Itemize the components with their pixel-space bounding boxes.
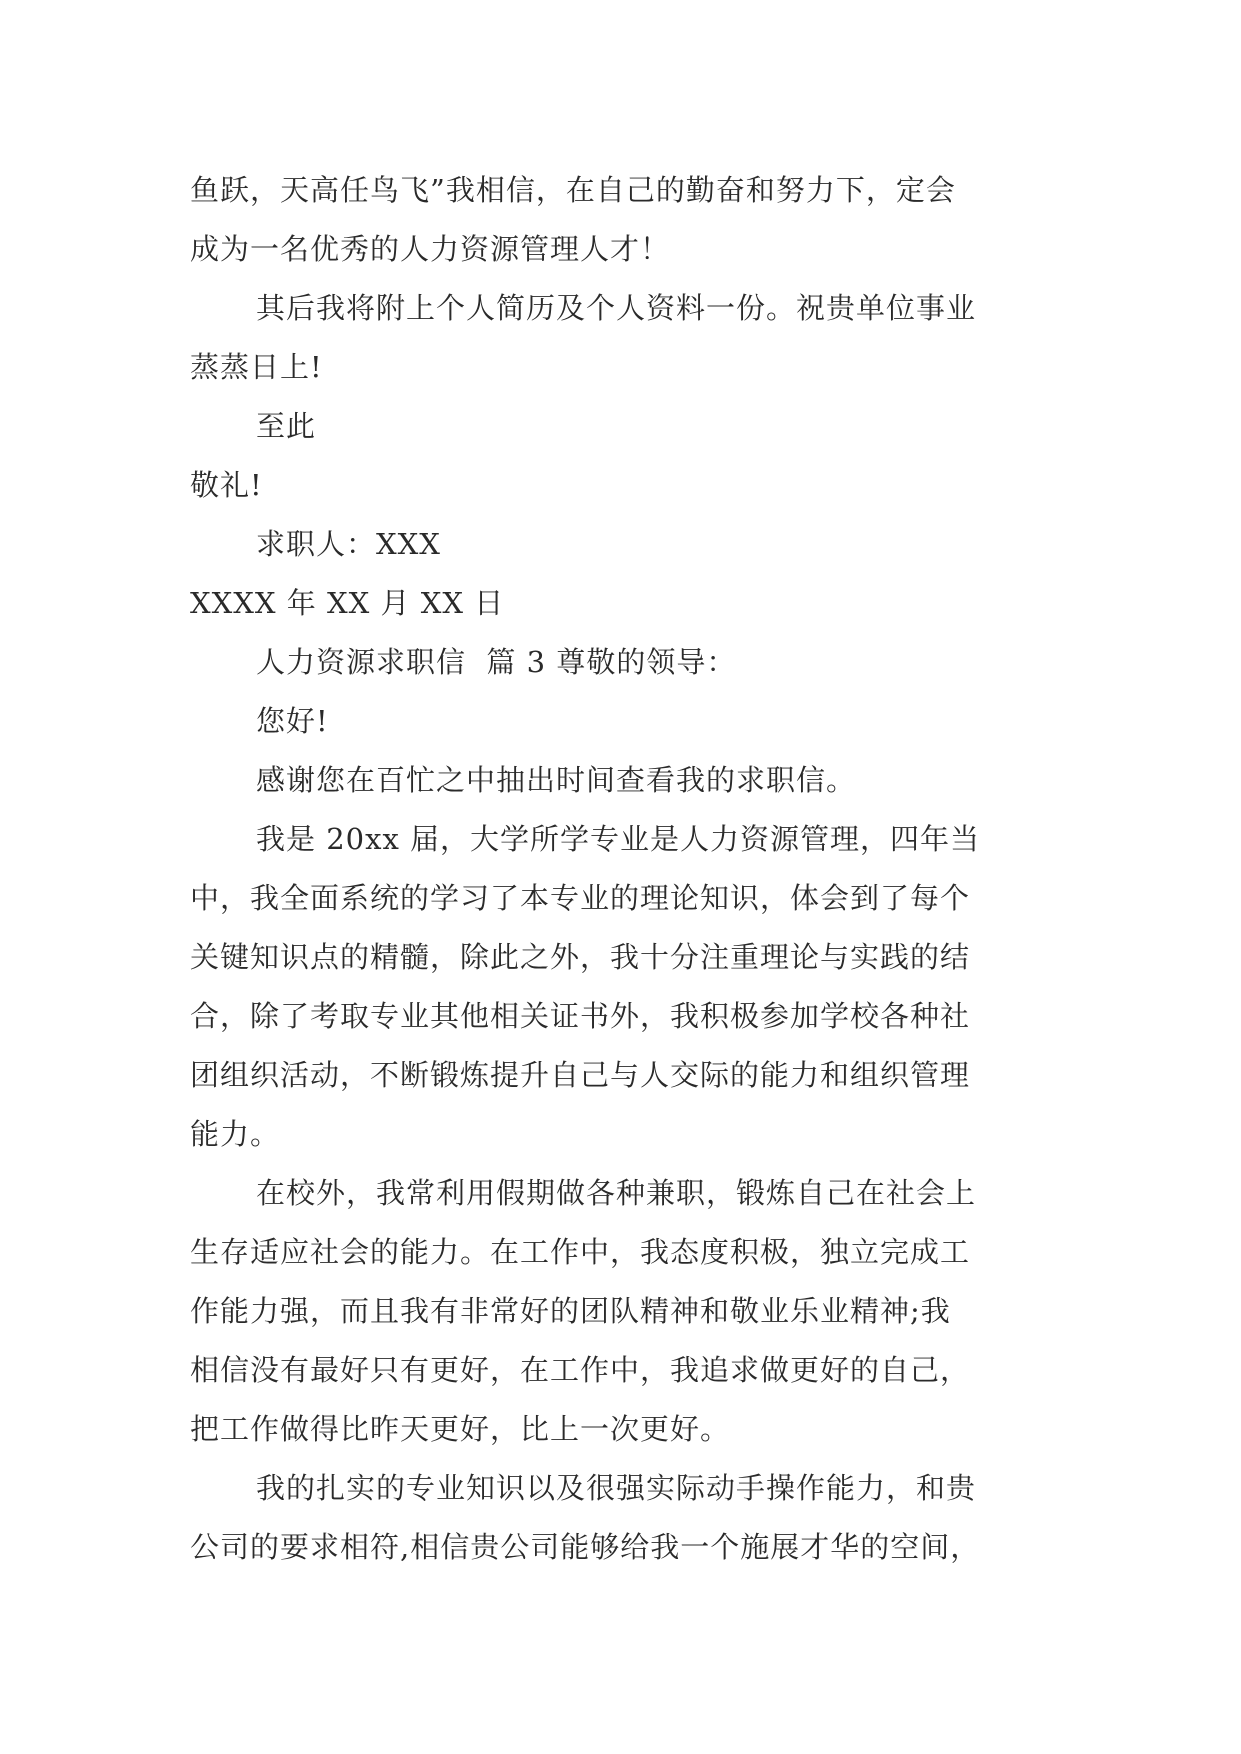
text-line-11: 感谢您在百忙之中抽出时间查看我的求职信。 (256, 763, 857, 797)
text-line-8: XXXX 年 XX 月 XX 日 (190, 586, 505, 620)
text-line-10: 您好! (256, 704, 329, 738)
letter-body (190, 161, 1060, 1577)
text-line-6: 敬礼! (190, 468, 263, 502)
text-line-12: 我是 20xx 届，大学所学专业是人力资源管理，四年当 (256, 822, 981, 856)
text-line-4: 蒸蒸日上! (190, 350, 323, 384)
text-line-18: 在校外，我常利用假期做各种兼职，锻炼自己在社会上 (256, 1176, 977, 1210)
text-line-16: 团组织活动，不断锻炼提升自己与人交际的能力和组织管理 (190, 1058, 971, 1092)
text-line-23: 我的扎实的专业知识以及很强实际动手操作能力，和贵 (256, 1471, 977, 1505)
text-line-15: 合，除了考取专业其他相关证书外，我积极参加学校各种社 (190, 999, 971, 1033)
text-line-1: 鱼跃，天高任鸟飞”我相信，在自己的勤奋和努力下，定会 (190, 173, 956, 207)
text-line-14: 关键知识点的精髓，除此之外，我十分注重理论与实践的结 (190, 940, 971, 974)
text-line-3: 其后我将附上个人简历及个人资料一份。祝贵单位事业 (256, 291, 977, 325)
text-line-5: 至此 (256, 409, 317, 443)
text-line-19: 生存适应社会的能力。在工作中，我态度积极，独立完成工 (190, 1235, 971, 1269)
text-line-7: 求职人：XXX (256, 527, 441, 561)
text-line-13: 中，我全面系统的学习了本专业的理论知识，体会到了每个 (190, 881, 971, 915)
text-line-2: 成为一名优秀的人力资源管理人才！ (190, 232, 671, 266)
text-line-20: 作能力强，而且我有非常好的团队精神和敬业乐业精神;我 (190, 1294, 951, 1328)
text-line-24: 公司的要求相符,相信贵公司能够给我一个施展才华的空间， (190, 1530, 981, 1564)
text-line-9: 人力资源求职信 篇 3 尊敬的领导： (256, 645, 737, 679)
text-line-21: 相信没有最好只有更好，在工作中，我追求做更好的自己， (190, 1353, 971, 1387)
text-line-17: 能力。 (190, 1117, 281, 1151)
text-line-22: 把工作做得比昨天更好，比上一次更好。 (190, 1412, 731, 1446)
